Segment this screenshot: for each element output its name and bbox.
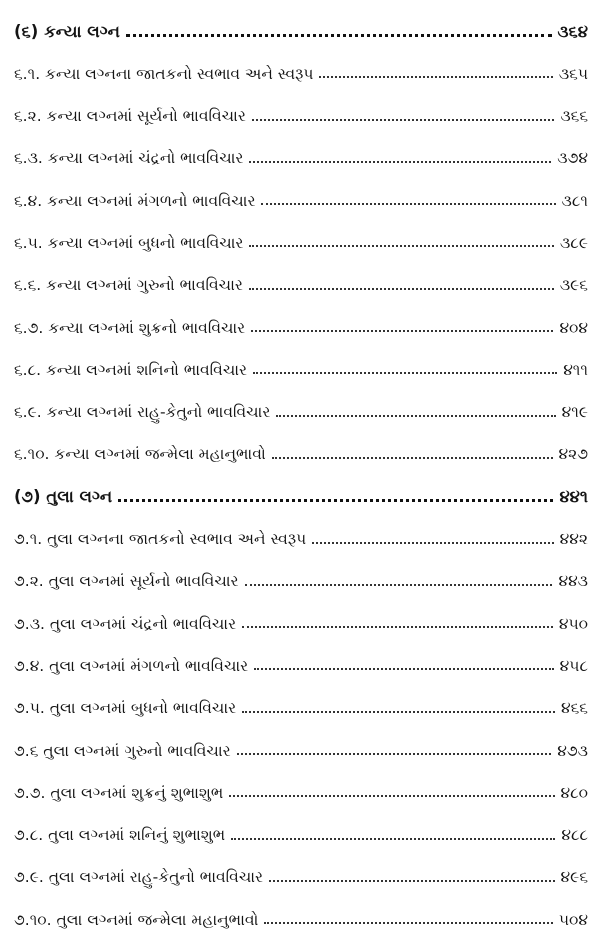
dot-leader xyxy=(276,415,555,417)
toc-entry-label: ૭.૫. તુલા લગ્નમાં બુધનો ભાવવિચાર xyxy=(14,699,237,718)
toc-entry-label: ૬.૩. કન્યા લગ્નમાં ચંદ્રનો ભાવવિચાર xyxy=(14,149,244,168)
dot-leader xyxy=(242,626,553,628)
toc-entry-section xyxy=(14,382,588,424)
dot-leader xyxy=(118,499,553,502)
toc-entry-label: ૬.૨. કન્યા લગ્નમાં સૂર્યનો ભાવવિચાર xyxy=(14,107,246,126)
dot-leader xyxy=(252,119,554,121)
dot-leader xyxy=(249,161,551,163)
toc-entry-page-number: ૩૮૧ xyxy=(561,191,588,210)
toc-entry-section xyxy=(14,636,588,678)
toc-entry-page-number: ૪૪૨ xyxy=(559,530,588,549)
toc-entry-page-number: ૪૪૩ xyxy=(558,572,588,591)
toc-entry-section xyxy=(14,298,588,340)
toc-entry-section xyxy=(14,890,588,932)
toc-entry-label: ૭.૩. તુલા લગ્નમાં ચંદ્રનો ભાવવિચાર xyxy=(14,614,237,633)
dot-leader xyxy=(261,203,555,205)
dot-leader xyxy=(249,245,554,247)
toc-entry-section xyxy=(14,44,588,86)
toc-entry-label: ૬.૧. કન્યા લગ્નના જાતકનો સ્વભાવ અને સ્વરૂપ xyxy=(14,64,314,83)
toc-entry-section xyxy=(14,805,588,847)
toc-entry-page-number: ૪૦૪ xyxy=(559,318,588,337)
toc-entry-page-number: ૩૯૬ xyxy=(559,276,588,295)
toc-entry-page-number: ૫૦૪ xyxy=(558,910,588,929)
toc-entry-page-number: ૪૯૬ xyxy=(560,868,588,887)
dot-leader xyxy=(242,711,555,713)
dot-leader xyxy=(126,34,552,37)
toc-entry-label: ૬.૭. કન્યા લગ્નમાં શુક્રનો ભાવવિચાર xyxy=(14,318,246,337)
toc-entry-chapter xyxy=(14,20,588,44)
toc-entry-page-number: ૩૬૪ xyxy=(557,21,588,41)
toc-entry-page-number: ૩૭૪ xyxy=(557,149,588,168)
toc-entry-section xyxy=(14,848,588,890)
toc-entry-page-number: ૪૮૦ xyxy=(560,783,588,802)
dot-leader xyxy=(319,76,552,78)
toc-entry-section xyxy=(14,552,588,594)
toc-entry-section xyxy=(14,678,588,720)
toc-entry-label: ૭.૭. તુલા લગ્નમાં શુક્રનું શુભાશુભ xyxy=(14,783,224,802)
toc-entry-label: ૭.૬ તુલા લગ્નમાં ગુરુનો ભાવવિચાર xyxy=(14,741,231,760)
toc-entry-label: (૬) કન્યા લગ્ન xyxy=(14,21,120,41)
toc-entry-page-number: ૪૭૩ xyxy=(557,741,588,760)
toc-entry-page-number: ૪૧૧ xyxy=(563,360,588,379)
toc-entry-page-number: ૩૬૫ xyxy=(558,64,588,83)
toc-entry-section xyxy=(14,213,588,255)
toc-entry-chapter xyxy=(14,467,588,509)
toc-entry-label: ૬.૬. કન્યા લગ્નમાં ગુરુનો ભાવવિચાર xyxy=(14,276,243,295)
toc-entry-label: ૬.૮. કન્યા લગ્નમાં શનિનો ભાવવિચાર xyxy=(14,360,248,379)
dot-leader xyxy=(229,795,554,797)
toc-entry-page-number: ૪૧૯ xyxy=(561,403,588,422)
toc-entry-page-number: ૩૬૬ xyxy=(560,107,588,126)
dot-leader xyxy=(312,542,554,544)
toc-entry-section xyxy=(14,255,588,297)
toc-entry-label: ૬.૧૦. કન્યા લગ્નમાં જન્મેલા મહાનુભાવો xyxy=(14,445,266,464)
dot-leader xyxy=(251,330,553,332)
toc-entry-page-number: ૪૮૮ xyxy=(561,826,588,845)
toc-entry-label: ૭.૨. તુલા લગ્નમાં સૂર્યનો ભાવવિચાર xyxy=(14,572,239,591)
toc-entry-page-number: ૪૬૬ xyxy=(561,699,588,718)
toc-entry-section xyxy=(14,340,588,382)
toc-entry-label: ૭.૮. તુલા લગ્નમાં શનિનું શુભાશુભ xyxy=(14,826,226,845)
toc-entry-page-number: ૩૮૯ xyxy=(559,233,588,252)
toc-entry-section xyxy=(14,425,588,467)
dot-leader xyxy=(231,838,555,840)
toc-entry-section xyxy=(14,129,588,171)
toc-entry-label: ૬.૯. કન્યા લગ્નમાં રાહુ-કેતુનો ભાવવિચાર xyxy=(14,403,271,422)
toc-entry-page-number: ૪૫૦ xyxy=(558,614,588,633)
toc-entry-section xyxy=(14,763,588,805)
toc-entry-section xyxy=(14,594,588,636)
toc-entry-label: ૬.૫. કન્યા લગ્નમાં બુધનો ભાવવિચાર xyxy=(14,233,244,252)
dot-leader xyxy=(237,753,552,755)
toc-entry-section xyxy=(14,721,588,763)
dot-leader xyxy=(269,880,555,882)
dot-leader xyxy=(245,584,553,586)
dot-leader xyxy=(253,372,557,374)
toc-entry-label: ૭.૧. તુલા લગ્નના જાતકનો સ્વભાવ અને સ્વરૂપ xyxy=(14,530,307,549)
dot-leader xyxy=(272,457,553,459)
toc-entry-label: ૭.૪. તુલા લગ્નમાં મંગળનો ભાવવિચાર xyxy=(14,656,249,675)
toc-entry-label: ૬.૪. કન્યા લગ્નમાં મંગળનો ભાવવિચાર xyxy=(14,191,256,210)
toc-entry-label: (૭) તુલા લગ્ન xyxy=(14,486,113,506)
toc-entry-section xyxy=(14,171,588,213)
table-of-contents xyxy=(14,20,588,932)
toc-entry-page-number: ૪૨૭ xyxy=(558,445,588,464)
dot-leader xyxy=(249,288,554,290)
toc-entry-page-number: ૪૪૧ xyxy=(559,486,588,506)
toc-entry-label: ૭.૧૦. તુલા લગ્નમાં જન્મેલા મહાનુભાવો xyxy=(14,910,259,929)
toc-entry-label: ૭.૯. તુલા લગ્નમાં રાહુ-કેતુનો ભાવવિચાર xyxy=(14,868,264,887)
dot-leader xyxy=(254,668,554,670)
toc-entry-page-number: ૪૫૮ xyxy=(559,656,588,675)
toc-entry-section xyxy=(14,509,588,551)
toc-entry-section xyxy=(14,86,588,128)
